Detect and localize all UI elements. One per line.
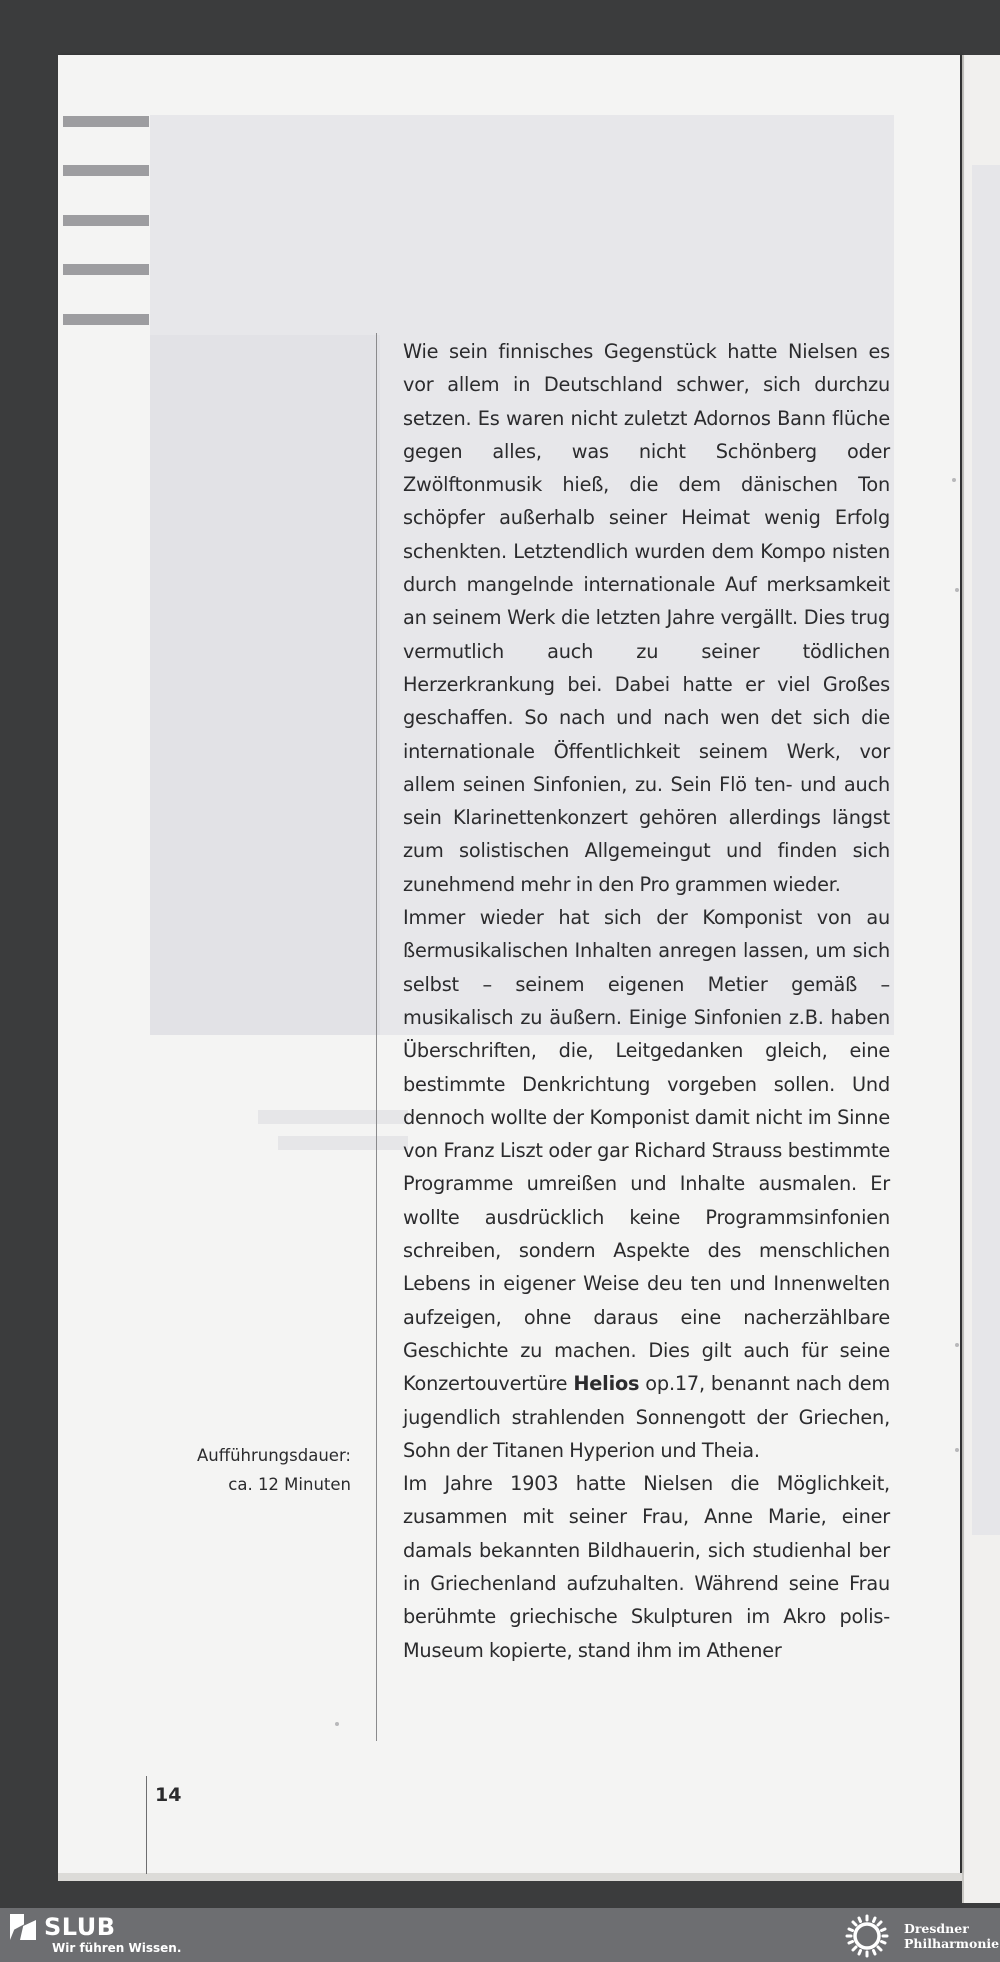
adjacent-page-image-bleed <box>972 165 1000 1535</box>
dresdner-philharmonie-wordmark <box>904 1921 999 1951</box>
duration-value: ca. 12 Minuten <box>228 1475 351 1494</box>
scan-speck <box>955 588 959 592</box>
slub-tagline: Wir führen Wissen. <box>52 1941 182 1955</box>
scan-speck <box>955 1448 959 1452</box>
slub-mark-icon <box>10 1914 36 1940</box>
margin-stripe <box>63 116 149 127</box>
slub-logo[interactable] <box>10 1914 181 1955</box>
margin-stripe <box>63 165 149 176</box>
paragraph-3: Im Jahre 1903 hatte Nielsen die Möglichkeit, zusammen mit seiner Frau, Anne Marie, einer damals bekannten Bildhauerin, sich studienhal ber in Griechenland aufzuhalten. Während seine Frau berühmte griechische Skulpturen im Akro polis-Museum kopierte, stand ihm im Athener <box>403 1472 891 1662</box>
margin-stripe <box>63 215 149 226</box>
scan-speck <box>335 1722 339 1726</box>
margin-stripe <box>63 264 149 275</box>
work-title: Helios <box>573 1372 640 1396</box>
margin-stripe <box>63 314 149 325</box>
paragraph-1: Wie sein finnisches Gegenstück hatte Nielsen es vor allem in Deutschland schwer, sich durchzu setzen. Es waren nicht zuletzt Adornos Bann flüche gegen alles, was nicht Schönberg oder Zwölftonmusik hieß, die dem dänischen Ton schöpfer außerhalb seiner Heimat wenig Erfolg schenkten. Letztendlich wurden dem Kompo nisten durch mangelnde internationale Auf merksamkeit an seinem Werk die letzten Jahre vergällt. Dies trug vermutlich auch zu seiner tödlichen Herzerkrankung bei. Dabei hatte er viel Großes geschaffen. So nach und nach wen det sich die internationale Öffentlichkeit seinem Werk, vor allem seinen Sinfonien, zu. Sein Flö ten- und auch sein Klarinettenkonzert gehören allerdings längst zum solistischen Allgemeingut und finden sich zunehmend mehr in den Pro grammen wieder. <box>403 340 891 896</box>
paragraph-2: Immer wieder hat sich der Komponist von au ßermusikalischen Inhalten anregen lassen, um sich selbst – seinem eigenen Metier gemäß – musikalisch zu äußern. Einige Sinfonien z.B. haben Überschriften, die, Leitgedanken gleich, eine bestimmte Denkrichtung vorgeben sollen. Und dennoch wollte der Komponist damit nicht im Sinne von Franz Liszt oder gar Richard Strauss bestimmte Programme umreißen und Inhalte ausmalen. Er wollte ausdrücklich keine Programmsinfonien schreiben, sondern Aspekte des menschlichen Lebens in eigener Weise deu ten und Innenwelten aufzeigen, ohne daraus eine nacherzählbare Geschichte zu machen. Dies gilt auch für seine Konzertouvertüre Helios op.17, benannt nach dem jugendlich strahlenden Sonnengott der Griechen, Sohn der Titanen Hyperion und Theia. <box>403 906 891 1462</box>
column-divider <box>376 333 377 1741</box>
adjacent-page-edge <box>962 55 1000 1903</box>
performance-duration-note <box>140 1441 351 1499</box>
bleed-through-shadow <box>150 335 380 1035</box>
page-bottom-edge <box>58 1873 962 1881</box>
bleed-through-caption-line <box>278 1136 408 1150</box>
body-text <box>403 335 890 1667</box>
dp-line-1: Dresdner <box>904 1921 969 1936</box>
page-number: 14 <box>155 1784 182 1806</box>
scan-speck <box>955 1343 959 1347</box>
footer-rule <box>146 1776 147 1874</box>
slub-name: SLUB <box>44 1913 116 1941</box>
dp-line-2: Philharmonie <box>904 1936 1000 1951</box>
duration-label: Aufführungsdauer: <box>196 1446 351 1465</box>
scan-speck <box>952 478 956 482</box>
sun-icon <box>842 1914 892 1958</box>
dresdner-philharmonie-logo[interactable] <box>842 1914 1000 1958</box>
viewer-footer-bar <box>0 1908 1000 1962</box>
bleed-through-caption-line <box>258 1110 408 1124</box>
